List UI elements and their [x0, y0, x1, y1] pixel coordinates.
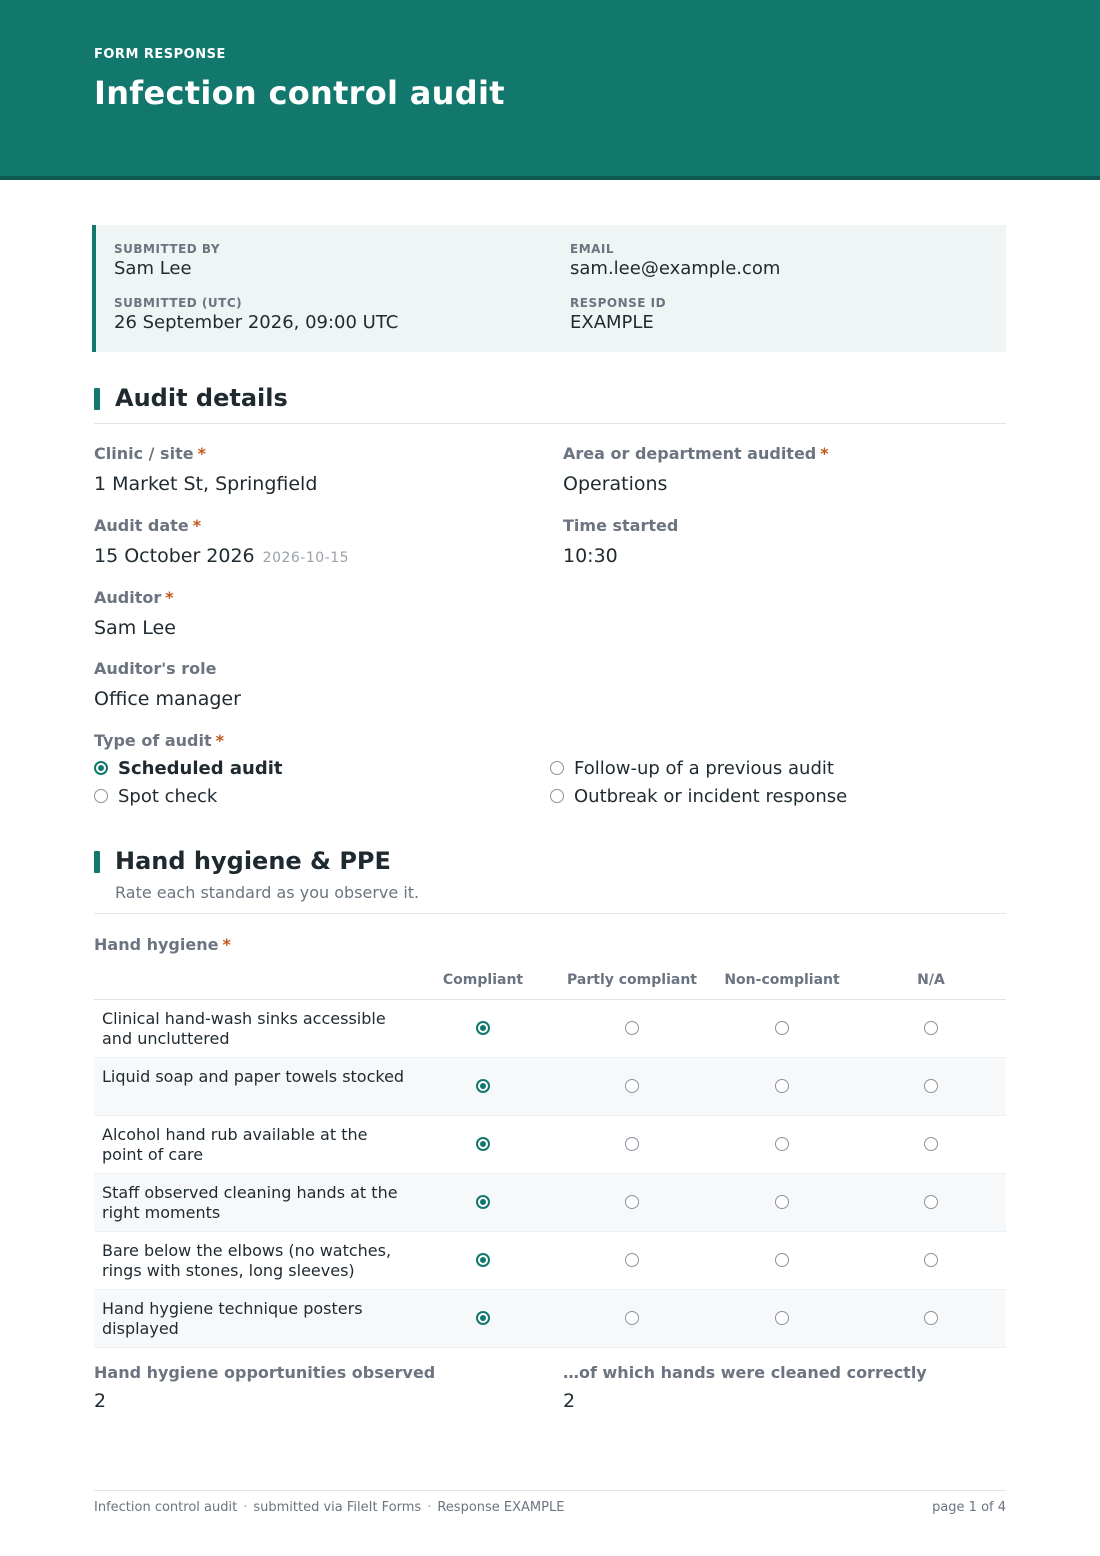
radio-checked-icon[interactable] — [476, 1195, 490, 1209]
submitted-by-value: Sam Lee — [114, 258, 192, 279]
field-audit-date — [94, 516, 349, 570]
field-auditor-role — [94, 659, 241, 711]
field-value: Office manager — [94, 688, 241, 710]
table-row — [94, 1000, 1006, 1058]
field-area — [563, 444, 829, 496]
email — [570, 242, 780, 281]
option-label: Outbreak or incident response — [574, 785, 848, 807]
section-accent-bar — [94, 851, 100, 873]
field-label: Audit date * — [94, 516, 202, 535]
iso-date: 2026-10-15 — [262, 550, 350, 566]
field-label: Clinic / site * — [94, 444, 206, 463]
row-label: Clinical hand-wash sinks accessible and uncluttered — [102, 1009, 386, 1048]
column-header: Non-compliant — [724, 972, 840, 988]
required-marker: * — [165, 588, 174, 607]
option-label: Follow-up of a previous audit — [574, 757, 834, 779]
response-id-value: EXAMPLE — [570, 312, 654, 333]
field-opportunities — [94, 1363, 435, 1413]
table-row — [94, 1290, 1006, 1348]
field-clinic — [94, 444, 317, 496]
option-follow-up[interactable] — [550, 756, 834, 780]
radio-checked-icon[interactable] — [94, 761, 108, 775]
required-marker: * — [215, 731, 224, 750]
row-label: Staff observed cleaning hands at the right moments — [102, 1183, 398, 1222]
radio-unchecked-icon[interactable] — [775, 1195, 789, 1209]
field-label: Time started — [563, 516, 679, 535]
option-scheduled-audit[interactable] — [94, 756, 283, 780]
response-id — [570, 296, 666, 335]
email-label: EMAIL — [570, 242, 615, 256]
submitted-utc-value: 26 September 2026, 09:00 UTC — [114, 312, 399, 333]
radio-unchecked-icon[interactable] — [775, 1253, 789, 1267]
required-marker: * — [197, 444, 206, 463]
field-label: Hand hygiene opportunities observed — [94, 1363, 436, 1382]
radio-unchecked-icon[interactable] — [924, 1311, 938, 1325]
field-label: Auditor * — [94, 588, 174, 607]
field-label: Auditor's role — [94, 659, 217, 678]
column-header: Compliant — [442, 972, 524, 988]
required-marker: * — [192, 516, 202, 535]
header-kicker: FORM RESPONSE — [94, 47, 226, 62]
table-row — [94, 1232, 1006, 1290]
footer-left: Infection control audit · submitted via FileIt Forms · Response EXAMPLE — [94, 1500, 565, 1515]
radio-unchecked-icon[interactable] — [625, 1021, 639, 1035]
table-row — [94, 1174, 1006, 1232]
field-value: 10:30 — [563, 545, 618, 567]
option-label: Spot check — [118, 785, 218, 807]
radio-unchecked-icon[interactable] — [775, 1311, 789, 1325]
matrix-rows — [94, 1000, 1006, 1348]
section-subtitle: Rate each standard as you observe it. — [115, 883, 420, 902]
radio-unchecked-icon[interactable] — [775, 1137, 789, 1151]
option-spot-check[interactable] — [94, 784, 217, 808]
row-label: Liquid soap and paper towels stocked — [102, 1067, 405, 1086]
field-value: 1 Market St, Springfield — [94, 473, 318, 495]
hand-hygiene-matrix — [94, 964, 1006, 1348]
radio-unchecked-icon[interactable] — [625, 1195, 639, 1209]
row-label: Hand hygiene technique posters displayed — [102, 1299, 363, 1338]
field-value: 2 — [94, 1390, 107, 1412]
table-row — [94, 1058, 1006, 1116]
field-cleaned-correctly — [563, 1363, 927, 1413]
field-label: …of which hands were cleaned correctly — [563, 1363, 927, 1382]
table-row — [94, 1116, 1006, 1174]
radio-checked-icon[interactable] — [476, 1079, 490, 1093]
section-title: Audit details — [115, 384, 288, 412]
field-value: 15 October 2026 2026-10-15 — [94, 545, 350, 567]
radio-unchecked-icon[interactable] — [550, 761, 564, 775]
section-hand-hygiene — [94, 847, 1006, 914]
page-header — [0, 0, 1100, 180]
radio-unchecked-icon[interactable] — [924, 1137, 938, 1151]
radio-unchecked-icon[interactable] — [775, 1021, 789, 1035]
radio-checked-icon[interactable] — [476, 1311, 490, 1325]
radio-unchecked-icon[interactable] — [625, 1079, 639, 1093]
field-value: 2 — [563, 1390, 576, 1412]
matrix-label: Hand hygiene * — [94, 935, 231, 954]
radio-unchecked-icon[interactable] — [550, 789, 564, 803]
column-header: Partly compliant — [567, 972, 697, 988]
radio-unchecked-icon[interactable] — [625, 1311, 639, 1325]
radio-unchecked-icon[interactable] — [775, 1079, 789, 1093]
radio-checked-icon[interactable] — [476, 1021, 490, 1035]
section-title: Hand hygiene & PPE — [115, 847, 391, 875]
radio-unchecked-icon[interactable] — [625, 1137, 639, 1151]
option-outbreak-response[interactable] — [550, 784, 847, 808]
submitted-utc-label: SUBMITTED (UTC) — [114, 296, 243, 310]
email-value: sam.lee@example.com — [570, 258, 781, 279]
field-value: Sam Lee — [94, 617, 176, 639]
radio-unchecked-icon[interactable] — [924, 1253, 938, 1267]
required-marker: * — [222, 935, 231, 954]
field-value: Operations — [563, 473, 668, 495]
page-number: page 1 of 4 — [932, 1500, 1006, 1515]
radio-unchecked-icon[interactable] — [94, 789, 108, 803]
radio-checked-icon[interactable] — [476, 1253, 490, 1267]
field-type-of-audit — [94, 731, 224, 751]
page-title: Infection control audit — [94, 74, 505, 112]
radio-unchecked-icon[interactable] — [924, 1195, 938, 1209]
field-time-started — [563, 516, 678, 568]
radio-unchecked-icon[interactable] — [924, 1021, 938, 1035]
column-header: N/A — [917, 972, 945, 988]
row-label: Alcohol hand rub available at the point of care — [102, 1125, 368, 1164]
field-label: Area or department audited * — [563, 444, 829, 463]
submission-meta — [92, 225, 1006, 352]
submitted-utc — [114, 296, 398, 335]
submitted-by — [114, 242, 220, 281]
response-id-label: RESPONSE ID — [570, 296, 667, 310]
section-accent-bar — [94, 388, 100, 410]
row-label: Bare below the elbows (no watches, rings with stones, long sleeves) — [102, 1241, 392, 1280]
required-marker: * — [820, 444, 829, 463]
radio-checked-icon[interactable] — [476, 1137, 490, 1151]
section-audit-details — [94, 384, 1006, 424]
page-footer — [94, 1490, 1006, 1515]
field-label: Type of audit * — [94, 731, 224, 750]
matrix-header — [94, 964, 1006, 1000]
radio-unchecked-icon[interactable] — [924, 1079, 938, 1093]
field-auditor — [94, 588, 176, 640]
radio-unchecked-icon[interactable] — [625, 1253, 639, 1267]
submitted-by-label: SUBMITTED BY — [114, 242, 221, 256]
option-label: Scheduled audit — [118, 757, 283, 779]
